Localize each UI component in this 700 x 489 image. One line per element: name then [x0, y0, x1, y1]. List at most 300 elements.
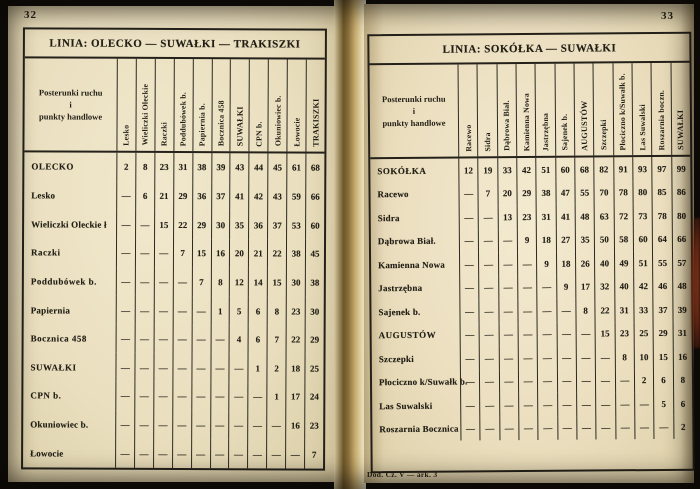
distance-cell: 9: [517, 228, 537, 252]
distance-cell: —: [134, 353, 153, 382]
distance-cell: —: [459, 299, 479, 323]
distance-cell: 30: [286, 268, 305, 297]
distance-cell: 35: [229, 211, 248, 240]
column-header-label: Szczepki: [598, 119, 609, 151]
column-header: [574, 64, 594, 156]
distance-cell: —: [556, 322, 576, 346]
column-header-label: Raczki: [159, 121, 169, 146]
distance-cell: 97: [652, 157, 672, 181]
distance-cell: —: [460, 393, 480, 417]
distance-cell: 40: [614, 275, 634, 299]
column-header: [192, 59, 211, 151]
column-header-label: Poddubówek b.: [178, 91, 188, 147]
distance-cell: 7: [304, 440, 323, 469]
distance-cell: —: [497, 229, 517, 253]
distance-cell: 99: [671, 157, 691, 181]
corner-header: [24, 58, 116, 150]
distance-cell: 68: [574, 158, 594, 182]
distance-cell: 29: [305, 325, 324, 354]
column-header-label: Okuniowiec b.: [273, 95, 283, 147]
table-row: [23, 410, 323, 440]
corner-header-line: Posterunki ruchu: [381, 93, 446, 104]
distance-cell: 17: [575, 275, 595, 299]
page-number-right: 33: [661, 10, 674, 22]
row-label: Las Suwalski: [379, 400, 433, 411]
column-header: [211, 59, 230, 151]
row-label: Papiernia: [30, 304, 71, 316]
distance-cell: 42: [249, 182, 268, 211]
distance-cell: —: [458, 182, 478, 206]
distance-cell: —: [498, 252, 518, 276]
table-title: LINIA: OLECKO — SUWAŁKI — TRAKISZKI: [25, 29, 325, 59]
row-label: Lesko: [31, 190, 56, 201]
distance-cell: —: [266, 440, 285, 469]
distance-cell: 23: [304, 411, 323, 440]
table-row: [371, 274, 691, 300]
column-header-label: CPN b.: [254, 120, 264, 147]
distance-cell: —: [248, 411, 267, 440]
distance-cell: —: [459, 252, 479, 276]
distance-cell: 8: [210, 268, 229, 297]
distance-cell: 55: [574, 181, 594, 205]
distance-cell: —: [153, 411, 172, 440]
distance-cell: —: [557, 393, 577, 417]
table-row: [24, 152, 324, 182]
distance-cell: —: [135, 239, 154, 268]
column-header-label: Kamienna Nowa: [521, 92, 531, 152]
distance-cell: 37: [267, 211, 286, 240]
column-header-label: Papiernia b.: [197, 102, 207, 147]
distance-cell: 55: [652, 251, 672, 275]
distance-cell: 23: [286, 297, 305, 326]
column-header: [230, 59, 249, 151]
distance-cell: 31: [672, 321, 692, 345]
column-header-label: Jastrzębna: [540, 112, 551, 151]
distance-cell: —: [518, 322, 538, 346]
distance-cell: 2: [267, 354, 286, 383]
distance-cell: —: [210, 382, 229, 411]
distance-cell: 8: [267, 297, 286, 326]
distance-cell: —: [153, 439, 172, 468]
distance-cell: 6: [135, 181, 154, 210]
distance-cell: 59: [286, 182, 305, 211]
distance-cell: 60: [633, 228, 653, 252]
distance-cell: —: [595, 392, 615, 416]
distance-cell: 14: [248, 268, 267, 297]
distance-cell: —: [135, 267, 154, 296]
distance-cell: 4: [229, 325, 248, 354]
distance-cell: —: [210, 354, 229, 383]
column-header-label: Bocznica 458: [216, 100, 226, 147]
row-label: CPN b.: [30, 390, 62, 401]
distance-cell: 26: [575, 252, 595, 276]
distance-cell: 70: [594, 181, 614, 205]
column-header-label: SUWAŁKI: [676, 109, 686, 150]
distance-cell: —: [517, 299, 537, 323]
distance-cell: —: [460, 417, 480, 441]
distance-cell: —: [191, 325, 210, 354]
distance-cell: —: [153, 325, 172, 354]
distance-cell: 38: [305, 268, 324, 297]
table-row: [24, 181, 324, 211]
column-header: [593, 63, 613, 155]
column-header-label: Łowocie: [292, 117, 302, 147]
distance-cell: —: [479, 346, 499, 370]
distance-cell: —: [116, 296, 135, 325]
distance-cell: —: [135, 296, 154, 325]
column-header-label: Sajenek b.: [560, 114, 570, 151]
distance-cell: 8: [673, 368, 693, 392]
column-header-label: Las Suwalski: [637, 103, 647, 151]
distance-cell: —: [517, 275, 537, 299]
row-label: Szczepki: [378, 353, 414, 364]
distance-cell: —: [172, 353, 191, 382]
distance-cell: 38: [192, 153, 211, 182]
distance-cell: —: [518, 369, 538, 393]
distance-cell: 23: [517, 205, 537, 229]
distance-cell: 60: [305, 211, 324, 240]
distance-cell: —: [154, 267, 173, 296]
distance-cell: 29: [653, 321, 673, 345]
table-row: [371, 227, 691, 253]
distance-cell: 20: [497, 182, 517, 206]
row-label: Łowocie: [30, 448, 64, 459]
table-body: [23, 152, 324, 468]
distance-cell: —: [172, 325, 191, 354]
distance-cell: 8: [575, 299, 595, 323]
distance-cell: 18: [556, 252, 576, 276]
distance-cell: 42: [633, 275, 653, 299]
row-label: Wieliczki Oleckie ł: [31, 218, 107, 230]
distance-cell: 25: [304, 354, 323, 383]
distance-cell: —: [537, 369, 557, 393]
column-header-label: TRAKISZKI: [310, 98, 321, 147]
distance-cell: 66: [671, 227, 691, 251]
column-header: [135, 59, 154, 151]
distance-cell: —: [557, 369, 577, 393]
distance-cell: 15: [154, 210, 173, 239]
distance-cell: —: [479, 393, 499, 417]
distance-cell: —: [154, 239, 173, 268]
distance-cell: 41: [555, 205, 575, 229]
distance-cell: 43: [230, 153, 249, 182]
distance-cell: —: [115, 411, 134, 440]
distance-cell: —: [134, 382, 153, 411]
distance-cell: 93: [632, 157, 652, 181]
distance-cell: 31: [173, 153, 192, 182]
distance-cell: 48: [672, 274, 692, 298]
distance-cell: 8: [135, 153, 154, 182]
distance-cell: 7: [267, 325, 286, 354]
distance-cell: —: [518, 393, 538, 417]
distance-cell: —: [576, 345, 596, 369]
distance-cell: —: [634, 416, 654, 440]
distance-cell: —: [478, 252, 498, 276]
table-row: [372, 415, 692, 441]
distance-cell: —: [248, 382, 267, 411]
row-label: Roszarnia Bocznica: [379, 423, 459, 435]
corner-header-line: i: [412, 105, 416, 116]
distance-cell: —: [499, 370, 519, 394]
distance-cell: 31: [614, 298, 634, 322]
distance-cell: —: [479, 299, 499, 323]
distance-cell: 47: [555, 181, 575, 205]
distance-cell: —: [595, 369, 615, 393]
distance-cell: 37: [211, 182, 230, 211]
column-header: [651, 63, 671, 155]
page-33: [364, 4, 694, 483]
table-row: [23, 381, 323, 411]
distance-cell: —: [172, 411, 191, 440]
distance-cell: 2: [634, 369, 654, 393]
distance-cell: 19: [478, 158, 498, 182]
distance-cell: 86: [671, 180, 691, 204]
row-label: Sidra: [377, 212, 400, 223]
distance-cell: 73: [633, 204, 653, 228]
distance-cell: —: [134, 411, 153, 440]
distance-cell: —: [172, 382, 191, 411]
distance-cell: 38: [286, 239, 305, 268]
distance-cell: —: [654, 415, 674, 439]
row-label: Bocznica 458: [30, 333, 87, 344]
distance-cell: —: [537, 346, 557, 370]
distance-cell: —: [191, 439, 210, 468]
column-header: [670, 63, 690, 155]
distance-cell: 80: [632, 181, 652, 205]
distance-cell: 16: [285, 411, 304, 440]
distance-cell: 49: [614, 251, 634, 275]
distance-cell: —: [116, 210, 135, 239]
distance-cell: 5: [229, 296, 248, 325]
distance-cell: 46: [653, 274, 673, 298]
row-label: Raczki: [30, 247, 61, 258]
distance-cell: 51: [633, 251, 653, 275]
distance-cell: 1: [248, 354, 267, 383]
distance-cell: 42: [516, 158, 536, 182]
column-header-label: Dąbrowa Biał.: [502, 100, 512, 152]
edition-footnote: Dod. Cz. V — ark. 3: [367, 470, 438, 479]
distance-cell: —: [459, 229, 479, 253]
table-body: [370, 157, 692, 472]
corner-header-line: punkty handlowe: [382, 117, 446, 129]
distance-cell: 22: [286, 325, 305, 354]
blank-cell: [372, 441, 460, 472]
distance-cell: 15: [267, 268, 286, 297]
distance-cell: —: [537, 275, 557, 299]
distance-cell: —: [498, 299, 518, 323]
distance-cell: —: [210, 411, 229, 440]
distance-cell: 6: [248, 325, 267, 354]
book-gutter: [334, 0, 366, 489]
column-header: [458, 64, 478, 156]
distance-cell: —: [499, 393, 519, 417]
distance-cell: 15: [192, 239, 211, 268]
distance-cell: 15: [595, 322, 615, 346]
row-label: SOKÓŁKA: [377, 165, 427, 176]
distance-cell: 20: [229, 239, 248, 268]
distance-cell: —: [537, 322, 557, 346]
corner-header-line: punkty handlowe: [39, 111, 103, 122]
distance-cell: 60: [555, 158, 575, 182]
table-row: [24, 210, 324, 240]
distance-cell: 16: [210, 239, 229, 268]
distance-cell: —: [576, 416, 596, 440]
row-label: Jastrzębna: [378, 283, 423, 294]
distance-cell: 12: [458, 158, 478, 182]
distance-cell: 7: [478, 182, 498, 206]
distance-cell: —: [115, 439, 134, 468]
distance-cell: 27: [555, 228, 575, 252]
distance-cell: —: [191, 354, 210, 383]
table-header-row: [370, 63, 691, 160]
distance-cell: —: [498, 276, 518, 300]
distance-cell: 39: [672, 298, 692, 322]
column-header-label: SUWAŁKI: [235, 106, 245, 147]
distance-cell: 15: [653, 345, 673, 369]
table-row: [24, 296, 324, 326]
distance-cell: —: [228, 440, 247, 469]
distance-cell: —: [229, 382, 248, 411]
distance-cell: 43: [267, 182, 286, 211]
distance-cell: —: [460, 323, 480, 347]
distance-cell: —: [115, 353, 134, 382]
distance-cell: 2: [116, 153, 135, 182]
distance-cell: 18: [286, 354, 305, 383]
distance-cell: 64: [652, 227, 672, 251]
page-32: [8, 6, 336, 482]
distance-cell: 33: [497, 158, 517, 182]
distance-cell: 30: [211, 210, 230, 239]
column-header: [535, 64, 555, 156]
column-header: [287, 59, 306, 151]
distance-cell: 63: [594, 204, 614, 228]
distance-cell: 68: [305, 154, 324, 183]
column-header-label: Lesko: [121, 124, 131, 146]
distance-cell: 30: [305, 297, 324, 326]
distance-cell: 31: [536, 205, 556, 229]
distance-cell: 44: [249, 153, 268, 182]
distance-cell: —: [266, 411, 285, 440]
distance-cell: —: [478, 205, 498, 229]
distance-cell: 29: [516, 181, 536, 205]
distance-cell: —: [557, 416, 577, 440]
distance-cell: —: [537, 393, 557, 417]
row-label: OLECKO: [31, 161, 74, 172]
distance-cell: 8: [614, 345, 634, 369]
column-header-label: AUGUSTÓW: [579, 100, 589, 151]
distance-cell: —: [480, 417, 500, 441]
column-header-label: Wieliczki Oleckie: [140, 84, 151, 146]
row-label: Poddubówek b.: [30, 276, 97, 287]
corner-header: [370, 65, 459, 158]
distance-cell: —: [247, 440, 266, 469]
distance-cell: —: [576, 369, 596, 393]
row-label: Sajenek b.: [378, 306, 421, 317]
table-row: [371, 204, 691, 230]
row-label: SUWAŁKI: [30, 362, 77, 373]
table-row: [24, 238, 324, 268]
distance-cell: —: [576, 392, 596, 416]
distance-cell: 35: [575, 228, 595, 252]
table-row: [372, 368, 692, 394]
distance-cell: 41: [230, 182, 249, 211]
table-row: [24, 324, 324, 354]
distance-cell: —: [498, 346, 518, 370]
distance-cell: 45: [305, 239, 324, 268]
column-header: [516, 64, 536, 156]
distance-cell: 6: [653, 368, 673, 392]
distance-cell: —: [460, 370, 480, 394]
table-row: [371, 251, 691, 277]
distance-cell: —: [518, 416, 538, 440]
distance-cell: —: [596, 416, 616, 440]
table-row: [372, 321, 692, 347]
distance-cell: —: [153, 382, 172, 411]
distance-cell: —: [499, 417, 519, 441]
distance-cell: 61: [286, 153, 305, 182]
distance-cell: —: [210, 325, 229, 354]
distance-cell: 91: [613, 157, 633, 181]
table-row: [23, 353, 323, 383]
distance-cell: —: [229, 411, 248, 440]
distance-cell: —: [538, 416, 558, 440]
column-header: [249, 59, 268, 151]
distance-cell: 78: [613, 181, 633, 205]
distance-cell: —: [478, 229, 498, 253]
table-row: [371, 298, 691, 324]
distance-cell: 85: [652, 180, 672, 204]
distance-cell: 29: [192, 210, 211, 239]
table-row: [370, 180, 690, 206]
distance-cell: 7: [191, 268, 210, 297]
distance-cell: —: [135, 210, 154, 239]
distance-cell: —: [556, 299, 576, 323]
distance-cell: 21: [154, 182, 173, 211]
distance-cell: 78: [652, 204, 672, 228]
distance-cell: —: [191, 411, 210, 440]
distance-cell: —: [460, 346, 480, 370]
table-row: [372, 392, 692, 418]
binding-smudge: [691, 218, 700, 348]
distance-cell: 25: [634, 322, 654, 346]
distance-cell: 23: [154, 153, 173, 182]
column-header: [554, 64, 574, 156]
distance-cell: 36: [192, 182, 211, 211]
table-blank-strip: [372, 439, 692, 472]
distance-cell: —: [556, 346, 576, 370]
distance-cell: 66: [305, 182, 324, 211]
row-label: Okuniowiec b.: [30, 419, 89, 430]
row-label: Dąbrowa Biał.: [377, 235, 436, 247]
distance-cell: 36: [248, 211, 267, 240]
distance-cell: —: [517, 252, 537, 276]
distance-cell: —: [115, 382, 134, 411]
distance-cell: 80: [671, 204, 691, 228]
distance-cell: —: [615, 369, 635, 393]
corner-header-line: i: [69, 99, 72, 110]
distance-cell: 39: [211, 153, 230, 182]
distance-cell: 17: [285, 383, 304, 412]
distance-cell: —: [537, 299, 557, 323]
distance-cell: 22: [173, 210, 192, 239]
table-row: [370, 157, 690, 183]
distance-cell: 72: [613, 204, 633, 228]
distance-cell: 23: [614, 322, 634, 346]
column-header: [632, 63, 652, 155]
column-header: [173, 59, 192, 151]
distance-cell: —: [172, 439, 191, 468]
distance-cell: 2: [673, 415, 693, 439]
